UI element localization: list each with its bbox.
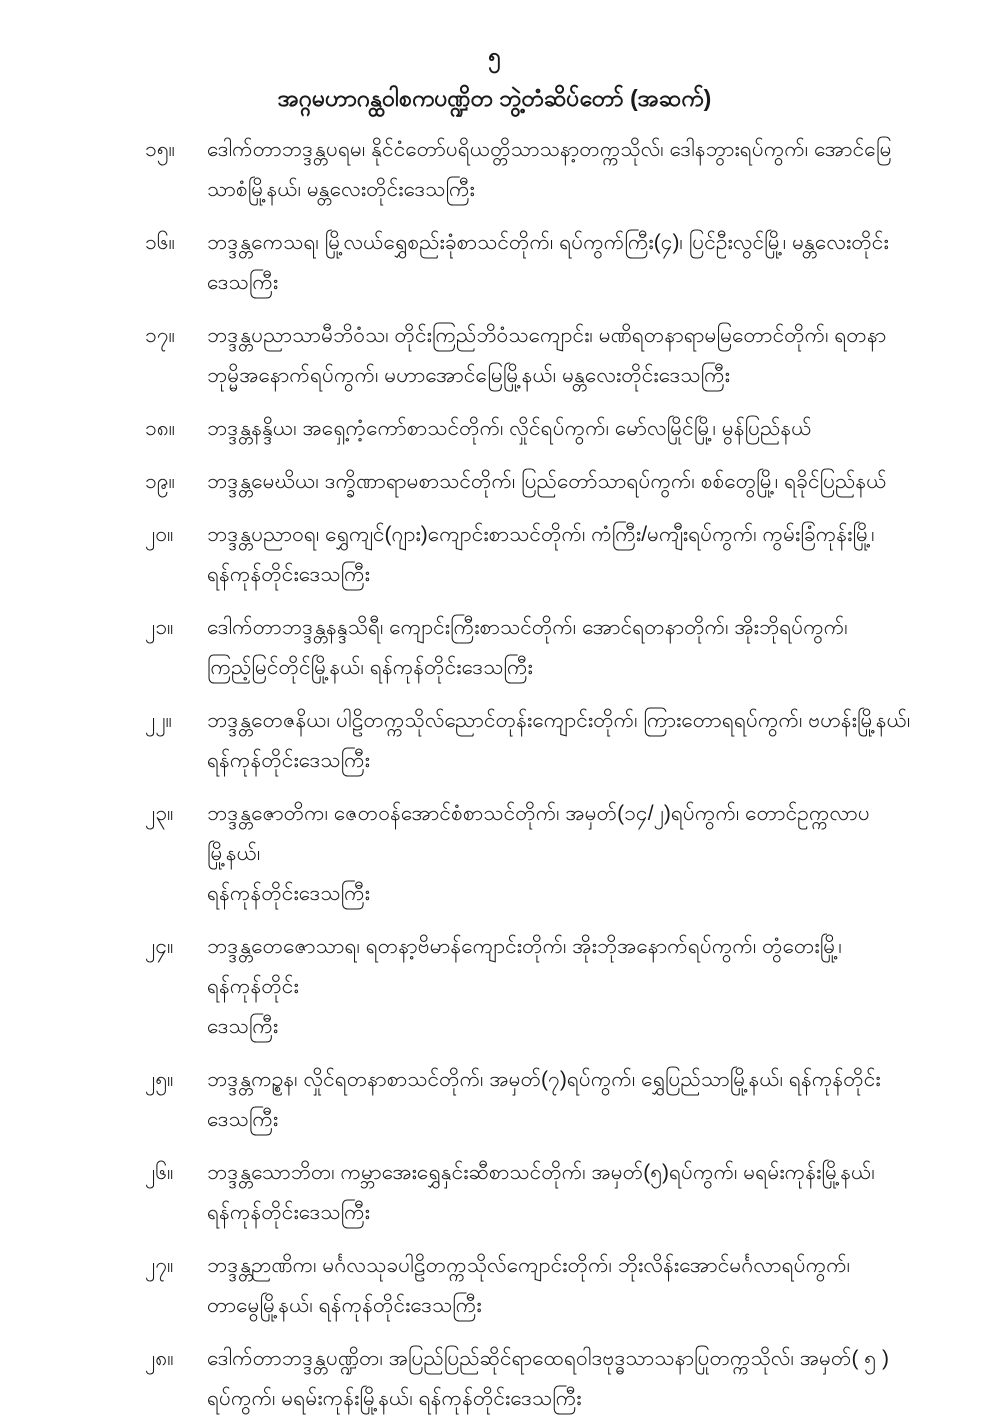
item-text (207, 1060, 921, 1140)
list-item (145, 223, 921, 303)
item-text (207, 1153, 921, 1233)
item-text (207, 608, 921, 688)
list-item (145, 1153, 921, 1233)
list-item (145, 701, 921, 781)
list-item (145, 1060, 921, 1140)
item-text-line: ဘဒ္ဒန္တကဉ္စန၊ လှိုင်ရတနာစာသင်တိုက်၊ အမှတ်(၇)ရပ်ကွက်၊ ရွှေပြည်သာမြို့နယ်၊ ရန်ကုန်တိုင်း (207, 1068, 881, 1091)
item-number: ၂၈။ (145, 1347, 174, 1370)
item-text (207, 1246, 921, 1326)
list-item (145, 1339, 921, 1419)
item-number: ၂၇။ (145, 1254, 174, 1277)
page-number: ၅ (488, 43, 501, 68)
item-text-line: ရန်ကုန်တိုင်းဒေသကြီး (207, 563, 371, 586)
item-text (207, 462, 921, 502)
item-number: ၂၂။ (145, 709, 172, 732)
item-text-line: ဘဒ္ဒန္တသောဘိတ၊ ကမ္ဘာအေးရွှေနှင်းဆီစာသင်တိုက်၊ အမှတ်(၅)ရပ်ကွက်၊ မရမ်းကုန်းမြို့နယ်၊ (207, 1161, 875, 1184)
item-text-line: ဒေါက်တာဘဒ္ဒန္တနန္ဒသိရီ၊ ကျောင်းကြီးစာသင်တိုက်၊ အောင်ရတနာတိုက်၊ အိုးဘိုရပ်ကွက်၊ (207, 616, 848, 639)
item-text-line: ဒေသကြီး (207, 1108, 279, 1131)
item-number: ၂၁။ (145, 616, 174, 639)
item-number: ၂၄။ (145, 935, 174, 958)
list-item (145, 462, 921, 502)
list-item (145, 130, 921, 210)
item-number: ၂၅။ (145, 1068, 174, 1091)
list-item (145, 409, 921, 449)
item-text (207, 1339, 921, 1419)
item-text-line: ဘုမ္မိအနောက်ရပ်ကွက်၊ မဟာအောင်မြေမြို့နယ်၊ မန္တလေးတိုင်းဒေသကြီး (207, 364, 731, 387)
item-text-line: ဒေါက်တာဘဒ္ဒန္တပဏ္ဍိတ၊ အပြည်ပြည်ဆိုင်ရာထေရဝါဒဗုဒ္ဓသာသနာပြုတက္ကသိုလ်၊ အမှတ်( ၅ ) (207, 1347, 889, 1370)
item-text-line: တာမွေမြို့နယ်၊ ရန်ကုန်တိုင်းဒေသကြီး (207, 1294, 482, 1317)
item-text-line: ဒေသကြီး (207, 1015, 279, 1038)
item-text (207, 701, 921, 781)
item-text-line: ရန်ကုန်တိုင်းဒေသကြီး (207, 1201, 371, 1224)
item-number: ၂၆။ (145, 1161, 174, 1184)
recipient-list (145, 130, 921, 1419)
item-number: ၁၇။ (145, 324, 175, 347)
item-text-line: ရပ်ကွက်၊ မရမ်းကုန်းမြို့နယ်၊ ရန်ကုန်တိုင်းဒေသကြီး (207, 1387, 582, 1410)
item-text-line: ရန်ကုန်တိုင်းဒေသကြီး (207, 749, 371, 772)
list-item (145, 515, 921, 595)
item-text (207, 409, 921, 449)
item-text-line: ဒေါက်တာဘဒ္ဒန္တပရမ၊ နိုင်ငံတော်ပရိယတ္တိသာသနာ့တက္ကသိုလ်၊ ဒေါနဘွားရပ်ကွက်၊ အောင်မြေ (207, 138, 892, 161)
item-text-line: ဘဒ္ဒန္တမေဃိယ၊ ဒက္ခိဏာရာမစာသင်တိုက်၊ ပြည်တော်သာရပ်ကွက်၊ စစ်တွေမြို့၊ ရခိုင်ပြည်နယ် (207, 470, 887, 493)
item-text (207, 515, 921, 595)
item-text (207, 794, 921, 914)
item-number: ၂၀။ (145, 523, 174, 546)
page-title: အဂ္ဂမဟာဂန္ထဝါစကပဏ္ဍိတ ဘွဲ့တံဆိပ်တော် (အဆက်) (277, 85, 712, 111)
item-text-line: ကြည့်မြင်တိုင်မြို့နယ်၊ ရန်ကုန်တိုင်းဒေသကြီး (207, 656, 533, 679)
item-text (207, 927, 921, 1047)
item-text (207, 316, 921, 396)
item-text-line: ဘဒ္ဒန္တပညာသာမီဘိဝံသ၊ တိုင်းကြည်ဘိဝံသကျောင်း၊ မဏိရတနာရာမမြတောင်တိုက်၊ ရတနာ (207, 324, 887, 347)
item-text-line: ရန်ကုန်တိုင်းဒေသကြီး (207, 882, 371, 905)
item-text (207, 223, 921, 303)
item-number: ၁၈။ (145, 417, 176, 440)
item-text (207, 130, 921, 210)
item-text-line: ဘဒ္ဒန္တဇောတိက၊ ဇေတဝန်အောင်စံစာသင်တိုက်၊ အမှတ်(၁၄/၂)ရပ်ကွက်၊ တောင်ဥက္ကလာပမြို့နယ်၊ (207, 802, 870, 865)
item-text-line: ဘဒ္ဒန္တဉာဏိက၊ မင်္ဂလသုခပါဠိတက္ကသိုလ်ကျောင်းတိုက်၊ ဘိုးလိန်းအောင်မင်္ဂလာရပ်ကွက်၊ (207, 1254, 851, 1277)
item-text-line: ဘဒ္ဒန္တနန္ဒိယ၊ အရှေ့ကံ့ကော်စာသင်တိုက်၊ လှိုင်ရပ်ကွက်၊ မော်လမြိုင်မြို့၊ မွန်ပြည်နယ် (207, 417, 812, 440)
item-text-line: ဘဒ္ဒန္တတေဇောသာရ၊ ရတနာ့ဗိမာန်ကျောင်းတိုက်၊ အိုးဘိုအနောက်ရပ်ကွက်၊ တွံတေးမြို့၊ ရန်ကုန်တိုင်း (207, 935, 842, 998)
item-number: ၁၉။ (145, 470, 175, 493)
item-text-line: ဘဒ္ဒန္တပညာဝရ၊ ရွှေကျင်(ဂျား)ကျောင်းစာသင်တိုက်၊ ကံကြီး/မကျီးရပ်ကွက်၊ ကွမ်းခြံကုန်းမြို့၊ (207, 523, 875, 546)
item-text-line: ဘဒ္ဒန္တကေသရ၊ မြို့လယ်ရွှေစည်းခုံစာသင်တိုက်၊ ရပ်ကွက်ကြီး(၄)၊ ပြင်ဦးလွင်မြို့၊ မန္တလေးတိုင်း (207, 231, 889, 254)
list-item (145, 927, 921, 1047)
list-item (145, 316, 921, 396)
item-number: ၁၅။ (145, 138, 175, 161)
item-number: ၁၆။ (145, 231, 175, 254)
list-item (145, 608, 921, 688)
list-item (145, 794, 921, 914)
item-text-line: ဘဒ္ဒန္တတေဇနိယ၊ ပါဠိတက္ကသိုလ်ညောင်တုန်းကျောင်းတိုက်၊ ကြားတောရရပ်ကွက်၊ ဗဟန်းမြို့နယ်၊ (207, 709, 911, 732)
item-text-line: ဒေသကြီး (207, 271, 279, 294)
item-number: ၂၃။ (145, 802, 174, 825)
item-text-line: သာစံမြို့နယ်၊ မန္တလေးတိုင်းဒေသကြီး (207, 178, 475, 201)
list-item (145, 1246, 921, 1326)
